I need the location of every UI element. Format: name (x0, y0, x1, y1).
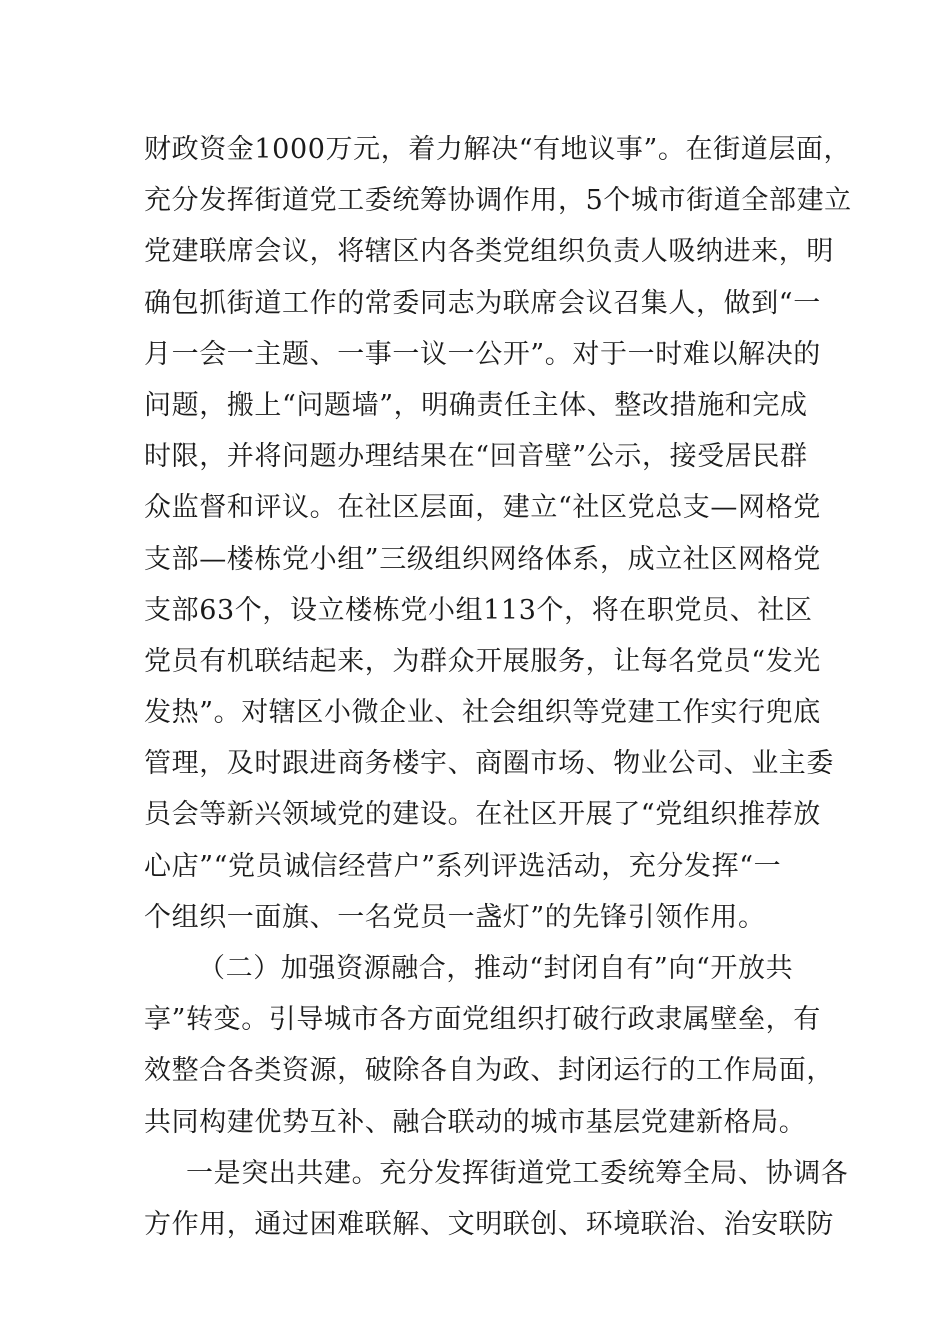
body-text (144, 124, 852, 1250)
text-line-4: 确包抓街道工作的常委同志为联席会议召集人，做到“一 (144, 287, 821, 319)
text-line-5: 月一会一主题、一事一议一公开”。对于一时难以解决的 (144, 338, 821, 370)
text-line-10: 支部63个，设立楼栋党小组113个，将在职党员、社区 (144, 594, 813, 626)
text-line-14: 员会等新兴领域党的建设。在社区开展了“党组织推荐放 (144, 799, 821, 831)
text-line-9: 支部—楼栋党小组”三级组织网络体系，成立社区网格党 (144, 543, 821, 575)
text-line-18: 享”转变。引导城市各方面党组织打破行政隶属壁垒，有 (144, 1004, 821, 1036)
text-line-2: 充分发挥街道党工委统筹协调作用，5个城市街道全部建立 (144, 185, 852, 217)
text-line-3: 党建联席会议，将辖区内各类党组织负责人吸纳进来，明 (144, 236, 834, 268)
text-line-1: 财政资金1000万元，着力解决“有地议事”。在街道层面， (144, 134, 852, 165)
text-line-7: 时限，并将问题办理结果在“回音壁”公示，接受居民群 (144, 441, 808, 473)
text-line-8: 众监督和评议。在社区层面，建立“社区党总支—网格党 (144, 492, 821, 524)
section-heading-2: （二）加强资源融合，推动“封闭自有”向“开放共 (198, 953, 794, 984)
text-line-12: 发热”。对辖区小微企业、社会组织等党建工作实行兜底 (144, 697, 821, 729)
text-line-15: 心店”“党员诚信经营户”系列评选活动，充分发挥“一 (144, 850, 782, 882)
text-line-20: 共同构建优势互补、融合联动的城市基层党建新格局。 (144, 1106, 807, 1138)
paragraph-start-line: 一是突出共建。充分发挥街道党工委统筹全局、协调各 (186, 1157, 849, 1189)
text-line-16: 个组织一面旗、一名党员一盏灯”的先锋引领作用。 (144, 901, 766, 933)
text-line-19: 效整合各类资源，破除各自为政、封闭运行的工作局面， (144, 1055, 834, 1087)
text-line-13: 管理，及时跟进商务楼宇、商圈市场、物业公司、业主委 (144, 748, 834, 780)
text-line-11: 党员有机联结起来，为群众开展服务，让每名党员“发光 (144, 645, 821, 677)
text-line-6: 问题，搬上“问题墙”，明确责任主体、整改措施和完成 (144, 389, 808, 421)
text-line-22: 方作用，通过困难联解、文明联创、环境联治、治安联防 (144, 1208, 834, 1240)
